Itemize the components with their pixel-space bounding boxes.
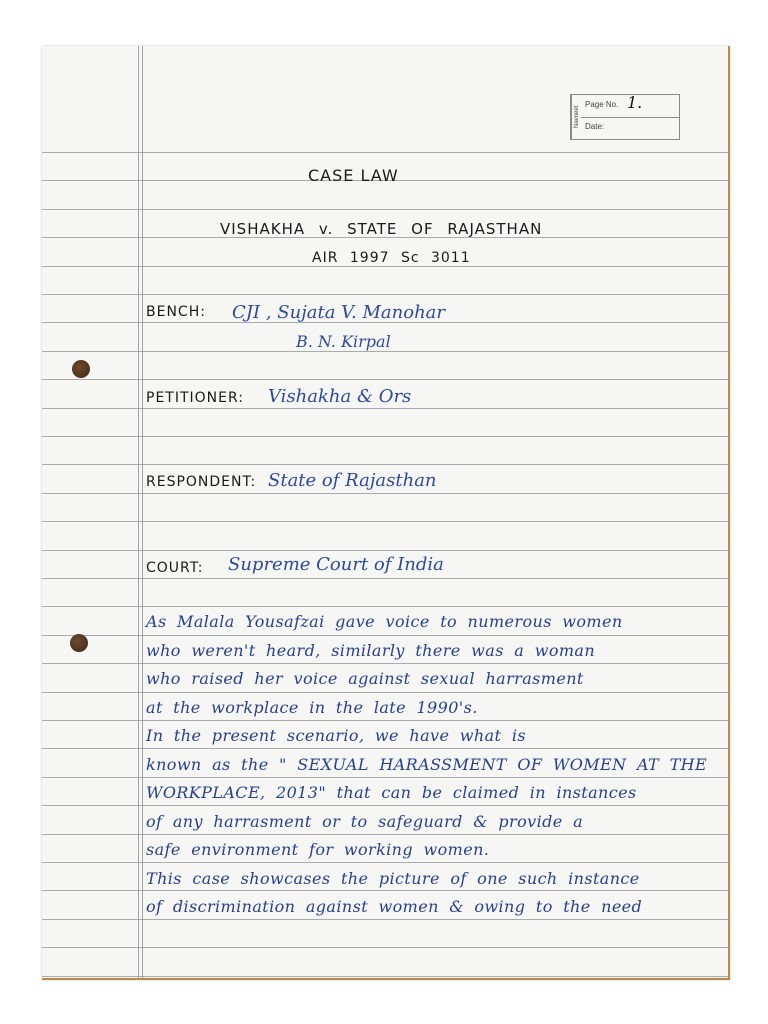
court-value: Supreme Court of India <box>228 554 444 575</box>
page-box-divider <box>581 117 679 118</box>
bench-value-second: B. N. Kirpal <box>296 332 391 351</box>
ruled-line <box>42 294 728 295</box>
page-no-value: 1. <box>627 93 643 112</box>
body-text-line: who weren't heard, similarly there was a woman <box>146 641 596 660</box>
ruled-line <box>42 209 728 210</box>
punch-hole <box>72 360 90 378</box>
body-text-line: As Malala Yousafzai gave voice to numerous women <box>146 612 623 631</box>
margin-line <box>142 46 143 978</box>
ruled-line <box>42 777 728 778</box>
ruled-line <box>42 692 728 693</box>
page-title: CASE LAW <box>308 166 399 185</box>
ruled-line <box>42 606 728 607</box>
ruled-line <box>42 578 728 579</box>
brand-label: Navneet <box>571 95 582 139</box>
body-text-line: at the workplace in the late 1990's. <box>146 698 478 717</box>
bench-value: CJI , Sujata V. Manohar <box>232 302 446 323</box>
page-no-label: Page No. <box>585 100 619 109</box>
respondent-value: State of Rajasthan <box>268 470 437 491</box>
body-text-line: WORKPLACE, 2013" that can be claimed in instances <box>146 783 637 802</box>
ruled-line <box>42 720 728 721</box>
case-citation: AIR 1997 Sc 3011 <box>312 250 471 266</box>
ruled-line <box>42 947 728 948</box>
body-text-line: of discrimination against women & owing to the need <box>146 897 643 916</box>
ruled-line <box>42 351 728 352</box>
ruled-line <box>42 976 728 977</box>
margin-line <box>138 46 139 978</box>
body-text-line: known as the " SEXUAL HARASSMENT OF WOMEN AT THE <box>146 755 708 774</box>
ruled-line <box>42 521 728 522</box>
ruled-line <box>42 890 728 891</box>
ruled-line <box>42 919 728 920</box>
body-text-line: who raised her voice against sexual harrasment <box>146 669 584 688</box>
ruled-line <box>42 464 728 465</box>
ruled-line <box>42 408 728 409</box>
body-text-line: This case showcases the picture of one such instance <box>146 869 640 888</box>
respondent-label: RESPONDENT: <box>146 474 257 490</box>
ruled-line <box>42 266 728 267</box>
case-name: VISHAKHA v. STATE OF RAJASTHAN <box>220 220 543 238</box>
ruled-line <box>42 748 728 749</box>
body-text-line: In the present scenario, we have what is <box>146 726 526 745</box>
body-text-line: safe environment for working women. <box>146 840 490 859</box>
ruled-line <box>42 663 728 664</box>
ruled-line <box>42 152 728 153</box>
ruled-line <box>42 493 728 494</box>
petitioner-label: PETITIONER: <box>146 390 245 406</box>
ruled-line <box>42 805 728 806</box>
ruled-line <box>42 436 728 437</box>
date-label: Date: <box>585 122 605 131</box>
punch-hole <box>70 634 88 652</box>
notebook-page <box>42 46 730 980</box>
ruled-line <box>42 635 728 636</box>
bench-label: BENCH: <box>146 304 206 320</box>
ruled-line <box>42 862 728 863</box>
ruled-line <box>42 550 728 551</box>
court-label: COURT: <box>146 560 204 576</box>
body-text-line: of any harrasment or to safeguard & provide a <box>146 812 584 831</box>
page-number-box <box>570 94 680 140</box>
petitioner-value: Vishakha & Ors <box>268 386 412 407</box>
ruled-line <box>42 834 728 835</box>
ruled-line <box>42 379 728 380</box>
